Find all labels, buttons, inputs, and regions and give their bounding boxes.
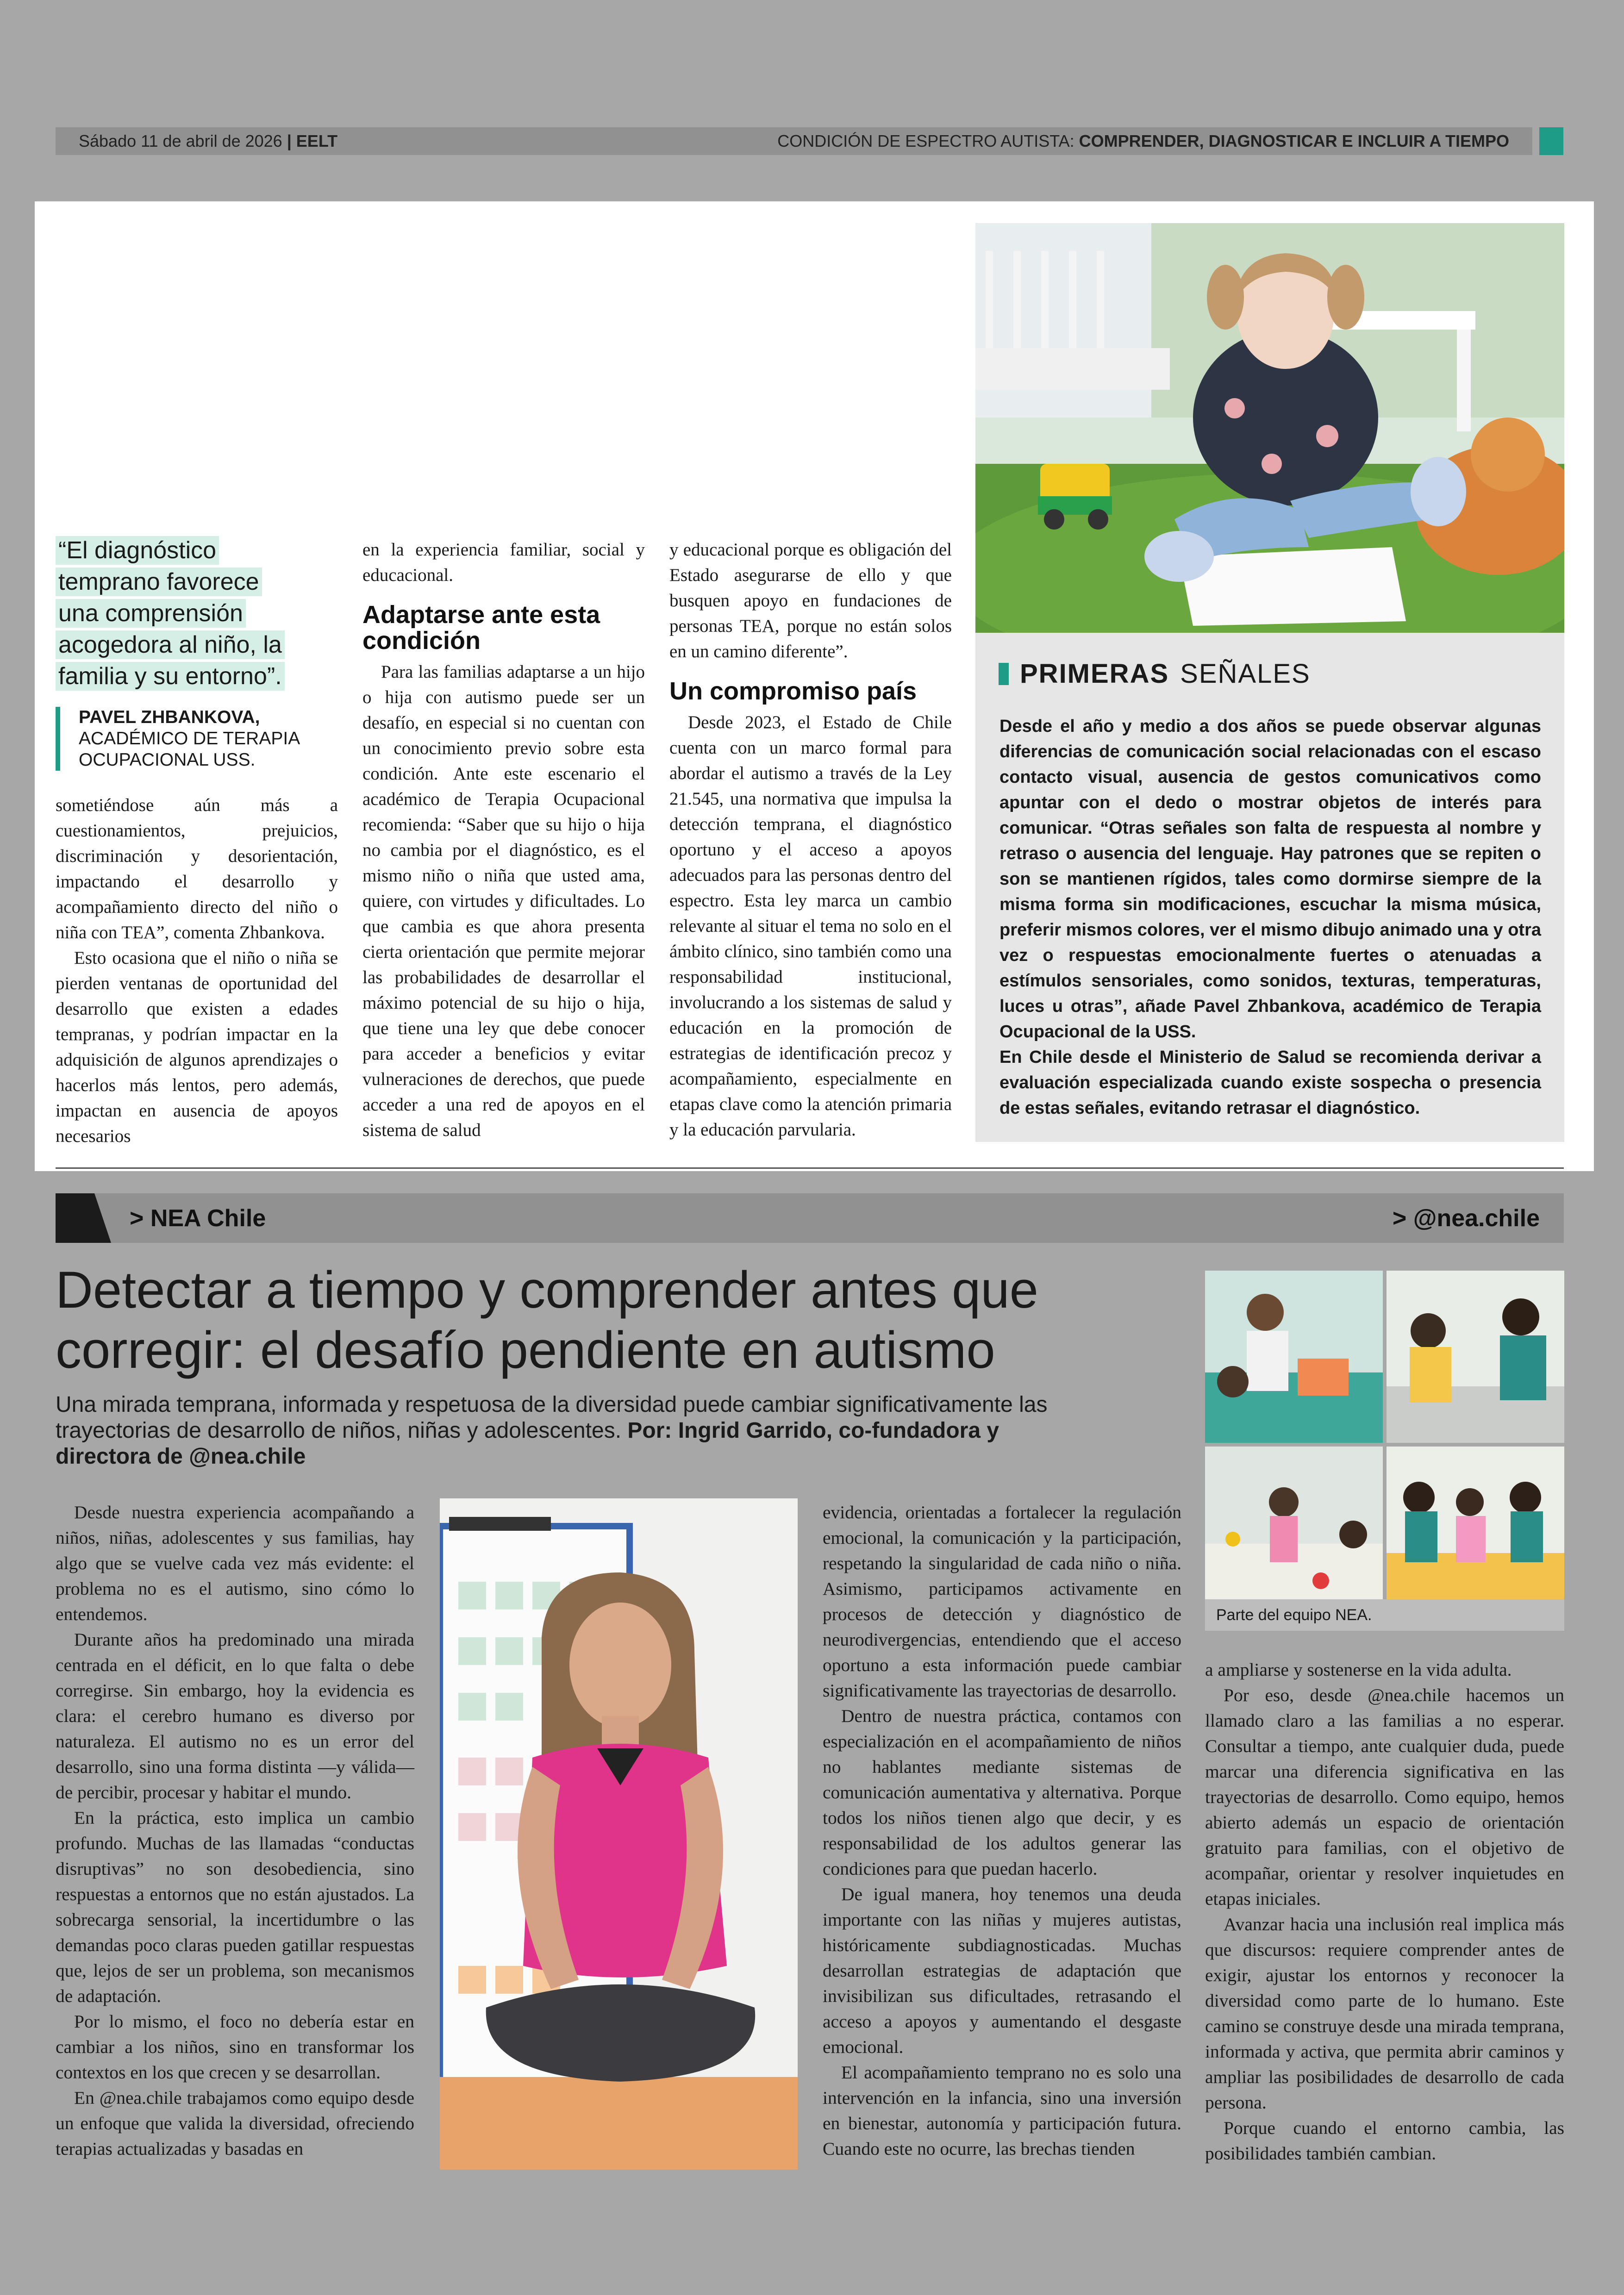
quote-byline (56, 707, 333, 771)
paragraph: En la práctica, esto implica un cambio profundo. Muchas de las llamadas “conductas disruptivas” no son desobediencia, sino respuestas a entornos que no están ajustados. La sobrecarga sensorial, la incertidumbre o las demandas poco claras pueden gatillar respuestas que, lejos de ser un problema, son mecanismos de adaptación. (56, 1808, 414, 2006)
section-bar (56, 1193, 1564, 1243)
paragraph: Durante años ha predominado una mirada centrada en el déficit, en lo que falta o debe corregirse. Sin embargo, hoy la evidencia es clara: el cerebro humano es diverso por naturaleza. El autismo no es un error del desarrollo, sino una forma distinta —y válida— de percibir, procesar y habitar el mundo. (56, 1629, 414, 1802)
paragraph: y educacional porque es obligación del Estado asegurarse de ello y que busquen apoyo en fundaciones de personas TEA, porque no están solos en un camino diferente”. (669, 540, 952, 661)
top-column-1 (56, 792, 338, 1149)
team-photo-collage (1205, 1271, 1564, 1599)
article-deck (56, 1392, 1065, 1470)
paragraph: en la experiencia familiar, social y educacional. (362, 540, 645, 585)
team-photo-1 (1205, 1271, 1383, 1443)
pull-quote-line: una comprensión (56, 599, 246, 628)
paragraph: Para las familias adaptarse a un hijo o hija con autismo puede ser un desafío, en especial si no cuentan con un conocimiento previo sobre esta condición. Ante este escenario el académico de Terapia Ocupacional recomienda: “Saber que su hijo o hija no cambia por el diagnóstico, es el mismo niño o niña que usted ama, quiere, con virtudes y dificultades. Lo que cambia es que ahora presenta cierta orientación que permite mejorar las probabilidades de desarrollar el máximo potencial de su hijo o hija, que tiene una ley que debe conocer para acceder a beneficios y evitar vulneraciones de derechos, que puede acceder a una red de apoyos en el sistema de salud (362, 662, 645, 1140)
lower-column-2 (823, 1500, 1181, 2162)
section-label-left: > NEA Chile (130, 1205, 266, 1232)
paragraph: En @nea.chile trabajamos como equipo desde un enfoque que valida la diversidad, ofreciendo terapias actualizadas y basadas en (56, 2088, 414, 2159)
paragraph: Esto ocasiona que el niño o niña se pierden ventanas de oportunidad del desarrollo que existen a edades tempranas, y podrían impactar en la adquisición de algunos aprendizajes o hacerlos más lentos, pero además, impactan en ausencia de apoyos necesarios (56, 948, 338, 1146)
title-accent-bar (999, 663, 1009, 685)
pull-quote-line: “El diagnóstico (56, 536, 219, 565)
subheading: Adaptarse ante esta condición (362, 601, 600, 655)
header-left: Sábado 11 de abril de 2026 | EELT (79, 131, 338, 150)
pull-quote-line: acogedora al niño, la (56, 630, 285, 659)
section-label-right: > @nea.chile (1392, 1205, 1540, 1232)
team-photo-3 (1205, 1447, 1383, 1599)
byline-role: ACADÉMICO DE TERAPIA OCUPACIONAL USS. (79, 729, 300, 770)
sidebox-text (999, 714, 1541, 1121)
lower-column-3 (1205, 1657, 1564, 2166)
divider (56, 1167, 1564, 1169)
subheading: Un compromiso país (669, 677, 917, 705)
paragraph: Desde 2023, el Estado de Chile cuenta con un marco formal para abordar el autismo a través de la Ley 21.545, una normativa que impulsa la detección temprana, el diagnóstico oportuno y el acceso a apoyos adecuados para las personas dentro del espectro. Esta ley marca un cambio relevante al situar el tema no solo en el ámbito clínico, sino también como una responsabilidad institucional, involucrando a los sistemas de salud y educación en la promoción de estrategias de identificación precoz y acompañamiento, especialmente en etapas clave como la atención primaria y la educación parvularia. (669, 712, 952, 1140)
therapist-photo (440, 1498, 798, 2170)
team-photo-2 (1387, 1271, 1564, 1443)
sidebox-title-bold: PRIMERAS (1020, 659, 1169, 689)
header-accent-block (1539, 127, 1563, 155)
paragraph: Porque cuando el entorno cambia, las posibilidades también cambian. (1205, 2118, 1564, 2164)
paragraph: Por eso, desde @nea.chile hacemos un llamado claro a las familias a no esperar. Consultar a tiempo, ante cualquier duda, puede marcar una diferencia significativa en las trayectorias de desarrollo. Como equipo, hemos abierto además un espacio de orientación gratuito para familias, con el objetivo de acompañar, orientar y resolver inquietudes en etapas iniciales. (1205, 1685, 1564, 1909)
paragraph: Dentro de nuestra práctica, contamos con especialización en el acompañamiento de niños no hablantes mediante sistemas de comunicación aumentativa y alternativa. Porque todos los niños tienen algo que decir, y es responsabilidad de los adultos generar las condiciones para que puedan hacerlo. (823, 1706, 1181, 1879)
page-header (56, 127, 1532, 155)
paragraph: Por lo mismo, el foco no debería estar en cambiar a los niños, sino en transformar los contextos en los que crecen y se desarrollan. (56, 2011, 414, 2083)
deck-author: Por: Ingrid Garrido, co-fundadora y directora de @nea.chile (56, 1418, 999, 1469)
header-paper: EELT (296, 131, 338, 150)
header-date: Sábado 11 de abril de 2026 (79, 131, 282, 150)
lower-column-1 (56, 1500, 414, 2162)
paragraph: De igual manera, hoy tenemos una deuda importante con las niñas y mujeres autistas, históricamente subdiagnosticadas. Muchas desarrollan estrategias de adaptación que invisibilizan sus dificultades, retrasando el acceso a apoyos y aumentando el desgaste emocional. (823, 1884, 1181, 2057)
paragraph: sometiéndose aún más a cuestionamientos, prejuicios, discriminación y desorientación, impactando el desarrollo y acompañamiento directo del niño o niña con TEA”, comenta Zhbankova. (56, 795, 338, 942)
paragraph: Desde nuestra experiencia acompañando a niños, niñas, adolescentes y sus familias, hay algo que se vuelve cada vez más evidente: el problema no es el autismo, sino cómo lo entendemos. (56, 1502, 414, 1624)
paragraph: a ampliarse y sostenerse en la vida adulta. (1205, 1659, 1512, 1680)
primeras-senales-box (975, 633, 1564, 1142)
top-column-3 (669, 537, 952, 1142)
pull-quote (56, 535, 315, 692)
pull-quote-line: familia y su entorno”. (56, 662, 285, 691)
paragraph: Avanzar hacia una inclusión real implica más que discursos: requiere comprender antes de exigir, ajustar los entornos y reconocer la diversidad como parte de lo humano. Este camino se construye desde una mirada temprana, informada y activa, que permita abrir caminos y ampliar las posibilidades de desarrollo de cada persona. (1205, 1914, 1564, 2113)
paragraph: El acompañamiento temprano no es solo una intervención en la infancia, sino una inversión en bienestar, autonomía y participación futura. Cuando este no ocurre, las brechas tienden (823, 2062, 1181, 2159)
article-headline: Detectar a tiempo y comprender antes que corregir: el desafío pendiente en autismo (56, 1261, 1038, 1379)
sidebox-title-light: SEÑALES (1180, 659, 1311, 689)
header-topic: CONDICIÓN DE ESPECTRO AUTISTA: (777, 131, 1074, 150)
pull-quote-line: temprano favorece (56, 568, 262, 596)
byline-name: PAVEL ZHBANKOVA, (79, 707, 260, 727)
deck-text: Una mirada temprana, informada y respetuosa de la diversidad puede cambiar significativamente las trayectorias de desarrollo de niños, niñas y adolescentes. (56, 1392, 1048, 1443)
header-right (777, 131, 1509, 151)
child-photo (975, 223, 1564, 633)
paragraph: En Chile desde el Ministerio de Salud se recomienda derivar a evaluación especializada cuando existe sospecha o presencia de estas señales, evitando retrasar el diagnóstico. (999, 1048, 1541, 1118)
sidebox-title (999, 658, 1311, 689)
paragraph: Desde el año y medio a dos años se puede observar algunas diferencias de comunicación social relacionadas con el escaso contacto visual, ausencia de gestos comunicativos como apuntar con el dedo o mostrar objetos de interés para comunicar. “Otras señales son falta de respuesta al nombre y retraso o ausencia del lenguaje. Hay patrones que se repiten o son se mantienen rígidos, tales como dormirse siempre de la misma forma sin modificaciones, escuchar la misma música, preferir mismos colores, ver el mismo dibujo animado una y otra vez o respuestas emocionalmente fuertes o atenuadas a estímulos sensoriales, como sonidos, texturas, temperaturas, luces u otras”, añade Pavel Zhbankova, académico de Terapia Ocupacional de la USS. (999, 717, 1541, 1041)
top-column-2 (362, 537, 645, 1143)
team-photo-caption: Parte del equipo NEA. (1205, 1599, 1564, 1631)
team-photo-4 (1387, 1447, 1564, 1599)
paragraph: evidencia, orientadas a fortalecer la regulación emocional, la comunicación y la participación, respetando la singularidad de cada niño o niña. Asimismo, participamos activamente en procesos de detección y diagnóstico de neurodivergencias, entendiendo que el acceso oportuno a esta información puede cambiar significativamente las trayectorias de desarrollo. (823, 1502, 1181, 1701)
header-topic-bold: COMPRENDER, DIAGNOSTICAR E INCLUIR A TIEMPO (1079, 131, 1509, 150)
